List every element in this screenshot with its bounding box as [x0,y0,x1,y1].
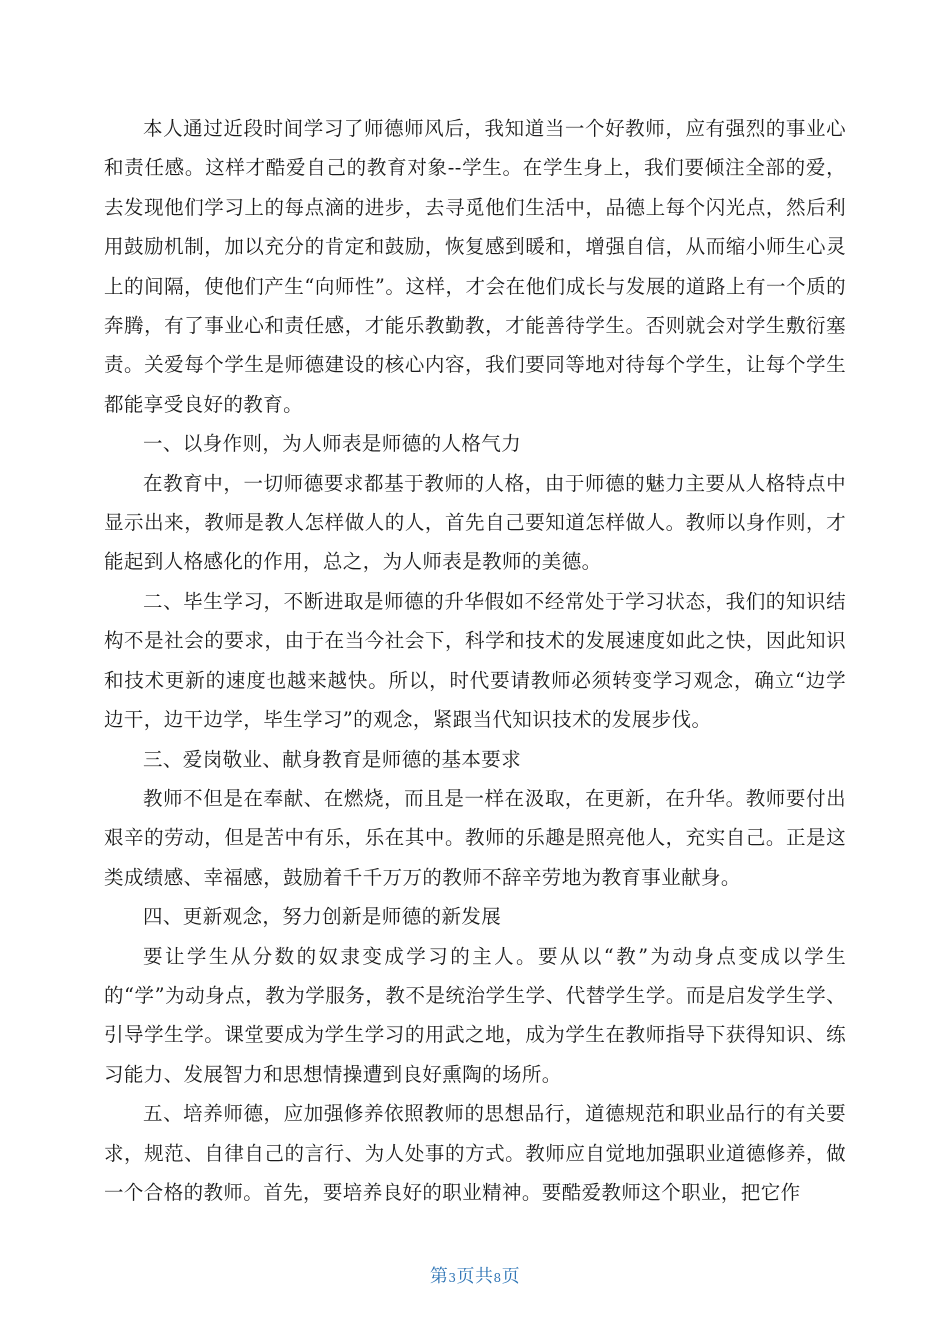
paragraph-section-5: 五、培养师德，应加强修养依照教师的思想品行，道德规范和职业品行的有关要求，规范、自律自己的言行、为人处事的方式。教师应自觉地加强职业道德修养，做一个合格的教师。首先，要培养良好的职业精神。要酷爱教师这个职业，把它作 [104,1102,846,1204]
heading-section-1: 一、以身作则，为人师表是师德的人格气力 [143,432,522,456]
footer-prefix: 第 [429,1266,449,1287]
paragraph-section-4: 要让学生从分数的奴隶变成学习的主人。要从以“教”为动身点变成以学生的“学”为动身点，教为学服务，教不是统治学生学、代替学生学。而是启发学生学、引导学生学。课堂要成为学生学习的用武之地，成为学生在教师指导下获得知识、练习能力、发展智力和思想情操遭到良好熏陶的场所。 [104,944,846,1086]
footer-suffix: 页 [501,1266,521,1287]
document-body [104,109,846,1212]
page-number-footer [0,1262,950,1288]
footer-page-number: 3 [448,1271,457,1285]
paragraph-intro: 本人通过近段时间学习了师德师风后，我知道当一个好教师，应有强烈的事业心和责任感。这样才酷爱自己的教育对象--学生。在学生身上，我们要倾注全部的爱，去发现他们学习上的每点滴的进步，去寻觅他们生活中，品德上每个闪光点，然后利用鼓励机制，加以充分的肯定和鼓励，恢复感到暖和，增强自信，从而缩小师生心灵上的间隔，使他们产生“向师性”。这样，才会在他们成长与发展的道路上有一个质的奔腾，有了事业心和责任感，才能乐教勤教，才能善待学生。否则就会对学生敷衍塞责。关爱每个学生是师德建设的核心内容，我们要同等地对待每个学生，让每个学生都能享受良好的教育。 [104,117,846,416]
paragraph-section-2: 二、毕生学习，不断进取是师德的升华假如不经常处于学习状态，我们的知识结构不是社会的要求，由于在当今社会下，科学和技术的发展速度如此之快，因此知识和技术更新的速度也越来越快。所以，时代要请教师必须转变学习观念，确立“边学边干，边干边学，毕生学习”的观念，紧跟当代知识技术的发展步伐。 [104,589,846,732]
paragraph-section-1: 在教育中，一切师德要求都基于教师的人格，由于师德的魅力主要从人格特点中显示出来，教师是教人怎样做人的人，首先自己要知道怎样做人。教师以身作则，才能起到人格感化的作用，总之，为人师表是教师的美德。 [104,471,846,574]
paragraph-section-3: 教师不但是在奉献、在燃烧，而且是一样在汲取，在更新，在升华。教师要付出艰辛的劳动，但是苦中有乐，乐在其中。教师的乐趣是照亮他人，充实自己。正是这类成绩感、幸福感，鼓励着千千万万的教师不辞辛劳地为教育事业献身。 [104,786,846,889]
footer-total-pages: 8 [493,1271,502,1285]
heading-section-3: 三、爱岗敬业、献身教育是师德的基本要求 [143,747,522,771]
footer-middle: 页共 [456,1266,494,1287]
heading-section-4: 四、更新观念，努力创新是师德的新发展 [143,905,502,929]
